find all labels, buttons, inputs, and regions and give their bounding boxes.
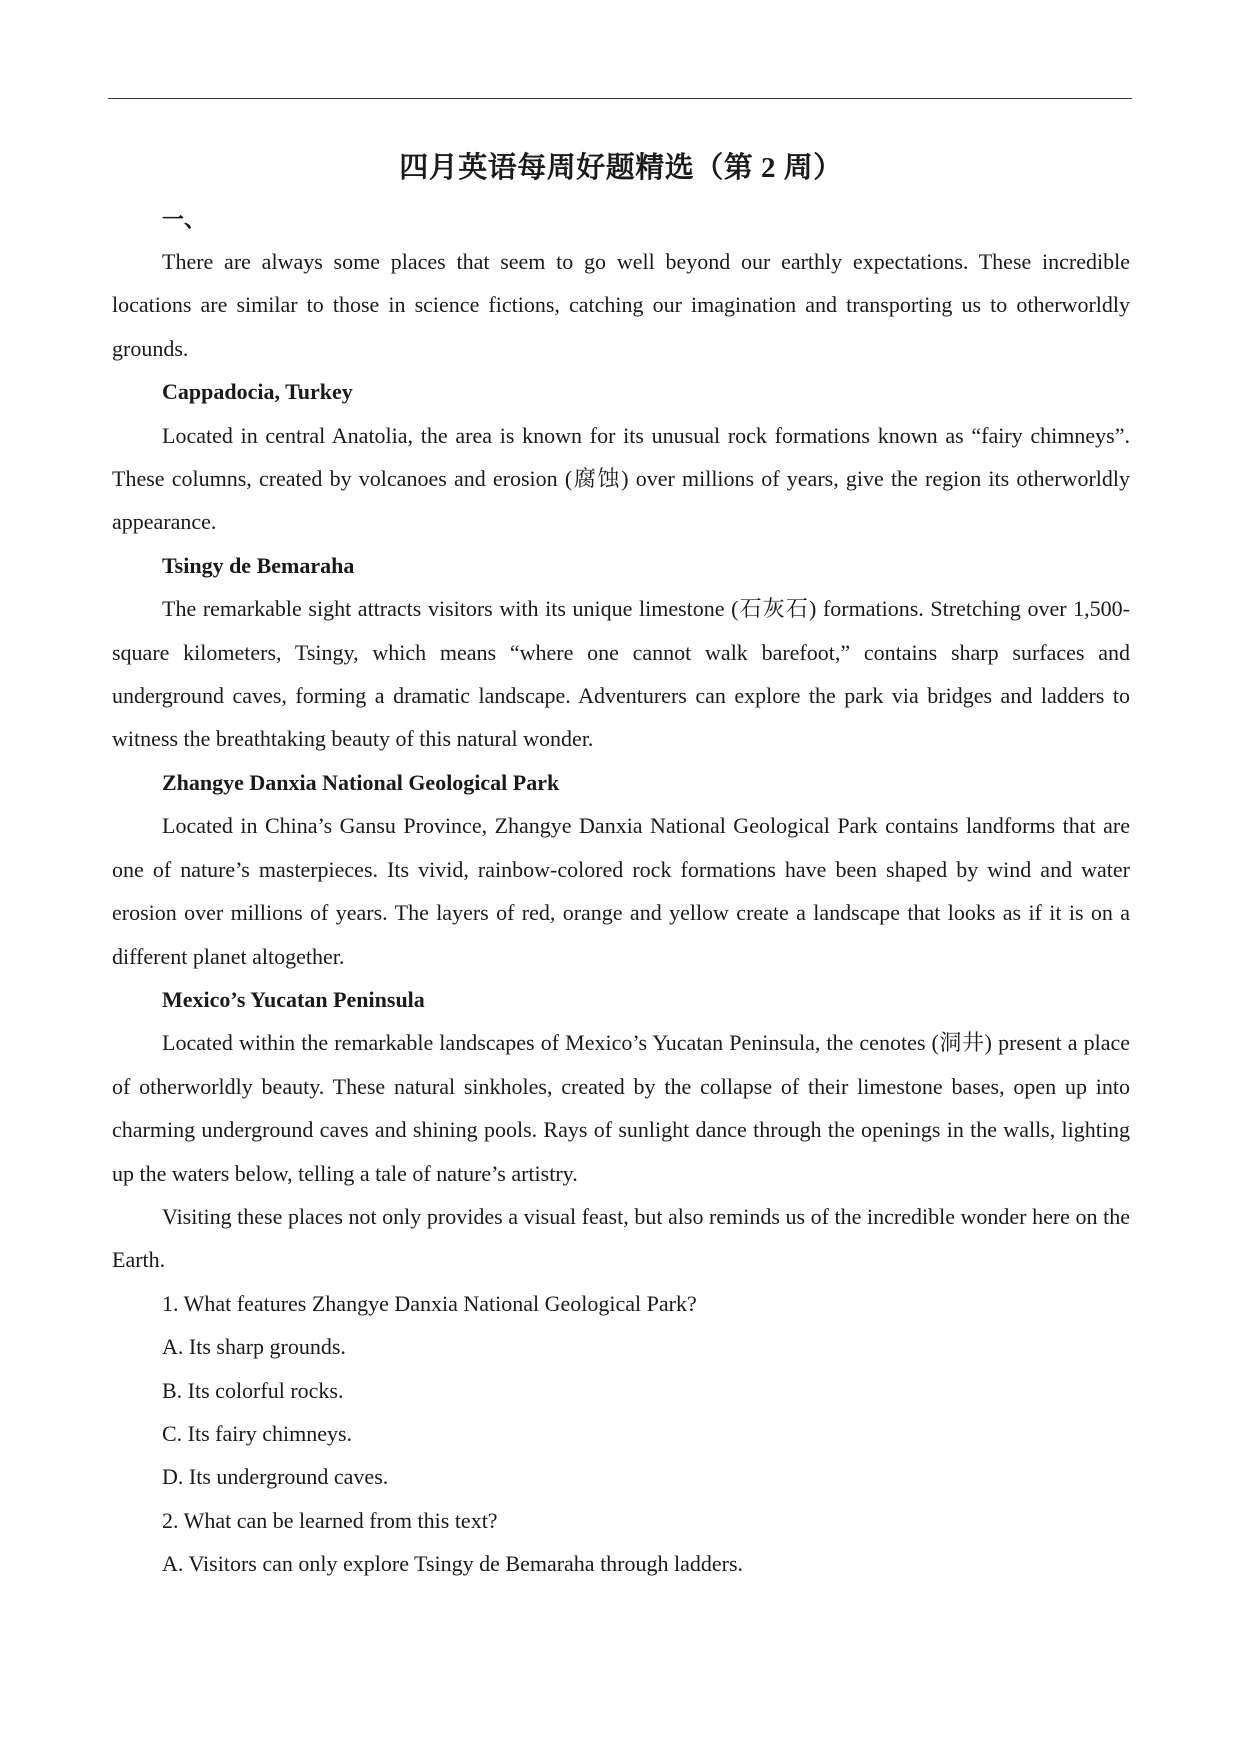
intro-paragraph: There are always some places that seem to go well beyond our earthly expectations. These incredible locations are similar to those in science fictions, catching our imagination and transporting us to otherworldly grounds. — [112, 249, 1130, 361]
question-1-option-c: C. Its fairy chimneys. — [162, 1420, 353, 1446]
heading-yucatan: Mexico’s Yucatan Peninsula — [162, 986, 425, 1012]
heading-zhangye: Zhangye Danxia National Geological Park — [162, 769, 560, 795]
question-2-option-a: A. Visitors can only explore Tsingy de Bemaraha through ladders. — [162, 1551, 744, 1577]
page-content — [112, 148, 1130, 1586]
paragraph-cappadocia: Located in central Anatolia, the area is known for its unusual rock formations known as “fairy chimneys”. These columns, created by volcanoes and erosion (腐蚀) over millions of years, give the region its otherworldly appearance. — [112, 422, 1130, 535]
header-rule — [108, 98, 1132, 99]
section-number: 一、 — [162, 207, 207, 232]
paragraph-tsingy: The remarkable sight attracts visitors with its unique limestone (石灰石) formations. Stretching over 1,500-square kilometers, Tsingy, which means “where one cannot walk barefoot,” contains sharp surfaces and underground caves, forming a dramatic landscape. Adventurers can explore the park via bridges and ladders to witness the breathtaking beauty of this natural wonder. — [112, 596, 1130, 752]
heading-cappadocia: Cappadocia, Turkey — [162, 379, 353, 405]
question-1-stem: 1. What features Zhangye Danxia National Geological Park? — [162, 1290, 697, 1316]
conclusion-paragraph: Visiting these places not only provides a visual feast, but also reminds us of the incredible wonder here on the Earth. — [112, 1203, 1130, 1273]
paragraph-zhangye: Located in China’s Gansu Province, Zhangye Danxia National Geological Park contains landforms that are one of nature’s masterpieces. Its vivid, rainbow-colored rock formations have been shaped by wind and water erosion over millions of years. The layers of red, orange and yellow create a landscape that looks as if it is on a different planet altogether. — [112, 813, 1130, 969]
question-1-option-a: A. Its sharp grounds. — [162, 1334, 346, 1360]
question-1-option-b: B. Its colorful rocks. — [162, 1377, 344, 1403]
paragraph-yucatan: Located within the remarkable landscapes of Mexico’s Yucatan Peninsula, the cenotes (洞井) present a place of otherworldly beauty. These natural sinkholes, created by the collapse of their limestone bases, open up into charming underground caves and shining pools. Rays of sunlight dance through the openings in the walls, lighting up the waters below, telling a tale of nature’s artistry. — [112, 1030, 1130, 1186]
page-title: 四月英语每周好题精选（第 2 周） — [399, 152, 843, 184]
question-1-option-d: D. Its underground caves. — [162, 1464, 389, 1490]
question-2-stem: 2. What can be learned from this text? — [162, 1507, 498, 1533]
heading-tsingy: Tsingy de Bemaraha — [162, 552, 355, 578]
